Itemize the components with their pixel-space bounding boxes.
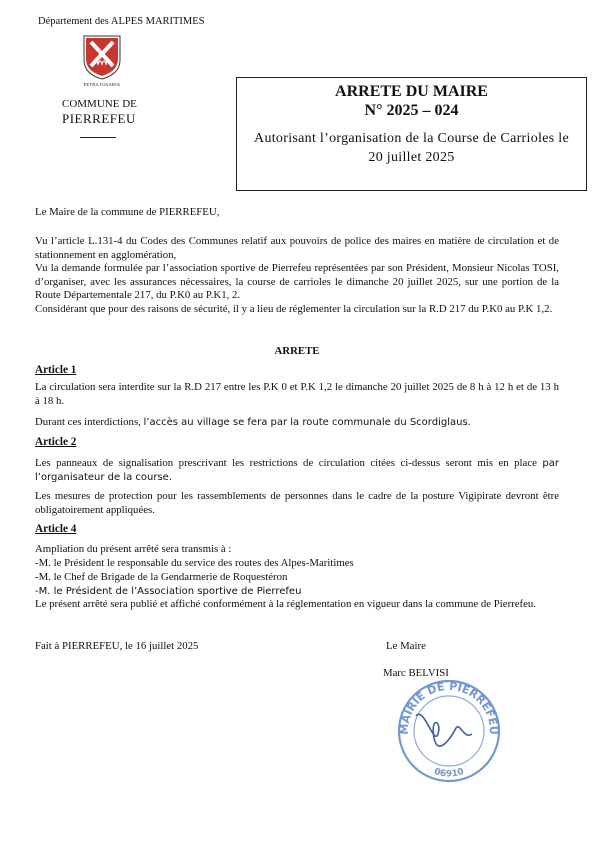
place-and-date: Fait à PIERREFEU, le 16 juillet 2025	[35, 640, 199, 652]
preamble-vu-demande: Vu la demande formulée par l’association sportive de Pierrefeu représentées par son Président, Monsieur Nicolas TOSI, d’organiser, avec les assurances nécessaires, la course de carrioles le dimanche 20 juillet 2025, sur une portion de la Route Départementale 217, du P.K0 au P.K1, 2.	[35, 262, 559, 302]
preamble-intro: Le Maire de la commune de PIERREFEU,	[35, 206, 220, 218]
recipient-item: -M. le Président le responsable du service des routes des Alpes-Maritimes	[35, 557, 354, 569]
stamp-postal-code: 06910	[432, 766, 466, 780]
article-1-text: La circulation sera interdite sur la R.D 217 entre les P.K 0 et P.K 1,2 le dimanche 20 juillet 2025 de 8 h à 12 h et de 13 h à 18 h.	[35, 381, 559, 407]
mairie-stamp	[394, 676, 504, 786]
department-name: Département des ALPES MARITIMES	[38, 16, 205, 27]
article-1-detour-route: l’accès au village se fera par la route communale du Scordiglaus.	[143, 417, 471, 428]
document-title: ARRETE DU MAIRE	[335, 83, 488, 100]
svg-text:MAIRIE DE PIERREFEU	[398, 680, 500, 735]
article-1-detour-lead: Durant ces interdictions,	[35, 416, 144, 428]
arrete-label: ARRETE	[274, 345, 320, 357]
coat-of-arms-icon	[82, 34, 122, 80]
svg-text:06910	[433, 767, 466, 780]
commune-name: PIERREFEU	[62, 111, 136, 126]
article-2-text	[35, 457, 559, 484]
article-4-intro: Ampliation du présent arrêté sera transmis à :	[35, 543, 232, 555]
article-2-vigipirate: Les mesures de protection pour les rassemblements de personnes dans le cadre de la posture Vigipirate devront être obligatoirement appliquées.	[35, 490, 559, 516]
recipient-item: -M. le Chef de Brigade de la Gendarmerie de Roquestéron	[35, 571, 288, 583]
preamble-considerant: Considérant que pour des raisons de sécurité, il y a lieu de réglementer la circulation sur la R.D 217 du P.K0 au P.K 1,2.	[35, 303, 553, 315]
article-4-heading: Article 4	[35, 523, 77, 535]
article-2-text-lead: Les panneaux de signalisation prescrivant les restrictions de circulation citées ci-dessus seront mis en place	[35, 457, 543, 469]
signature-scribble	[416, 714, 472, 746]
document-subtitle: Autorisant l’organisation de la Course de Carrioles le 20 juillet 2025	[254, 131, 569, 165]
article-2-text-organiser: par l’organisateur de la course.	[35, 458, 559, 483]
article-2-heading: Article 2	[35, 436, 77, 448]
commune-prefix: COMMUNE DE	[62, 98, 137, 110]
document-number: N° 2025 – 024	[364, 102, 459, 119]
stamp-top-text: MAIRIE DE PIERREFEU	[397, 679, 501, 735]
signatory-role: Le Maire	[386, 640, 426, 652]
signatory-name: Marc BELVISI	[383, 667, 449, 679]
article-1-heading: Article 1	[35, 364, 77, 376]
article-4-closing: Le présent arrêté sera publié et affiché conformément à la réglementation en vigueur dans la commune de Pierrefeu.	[35, 598, 537, 610]
preamble-vu-article: Vu l’article L.131-4 du Codes des Communes relatif aux pouvoirs de police des maires en matière de circulation et de stationnement en agglomération,	[35, 235, 559, 261]
recipient-item: -M. le Président de l’Association sportive de Pierrefeu	[35, 586, 302, 597]
title-box	[236, 77, 587, 191]
article-1-detour	[35, 416, 559, 430]
divider	[80, 137, 116, 138]
motto: PETRA IGNARIA	[83, 82, 121, 87]
